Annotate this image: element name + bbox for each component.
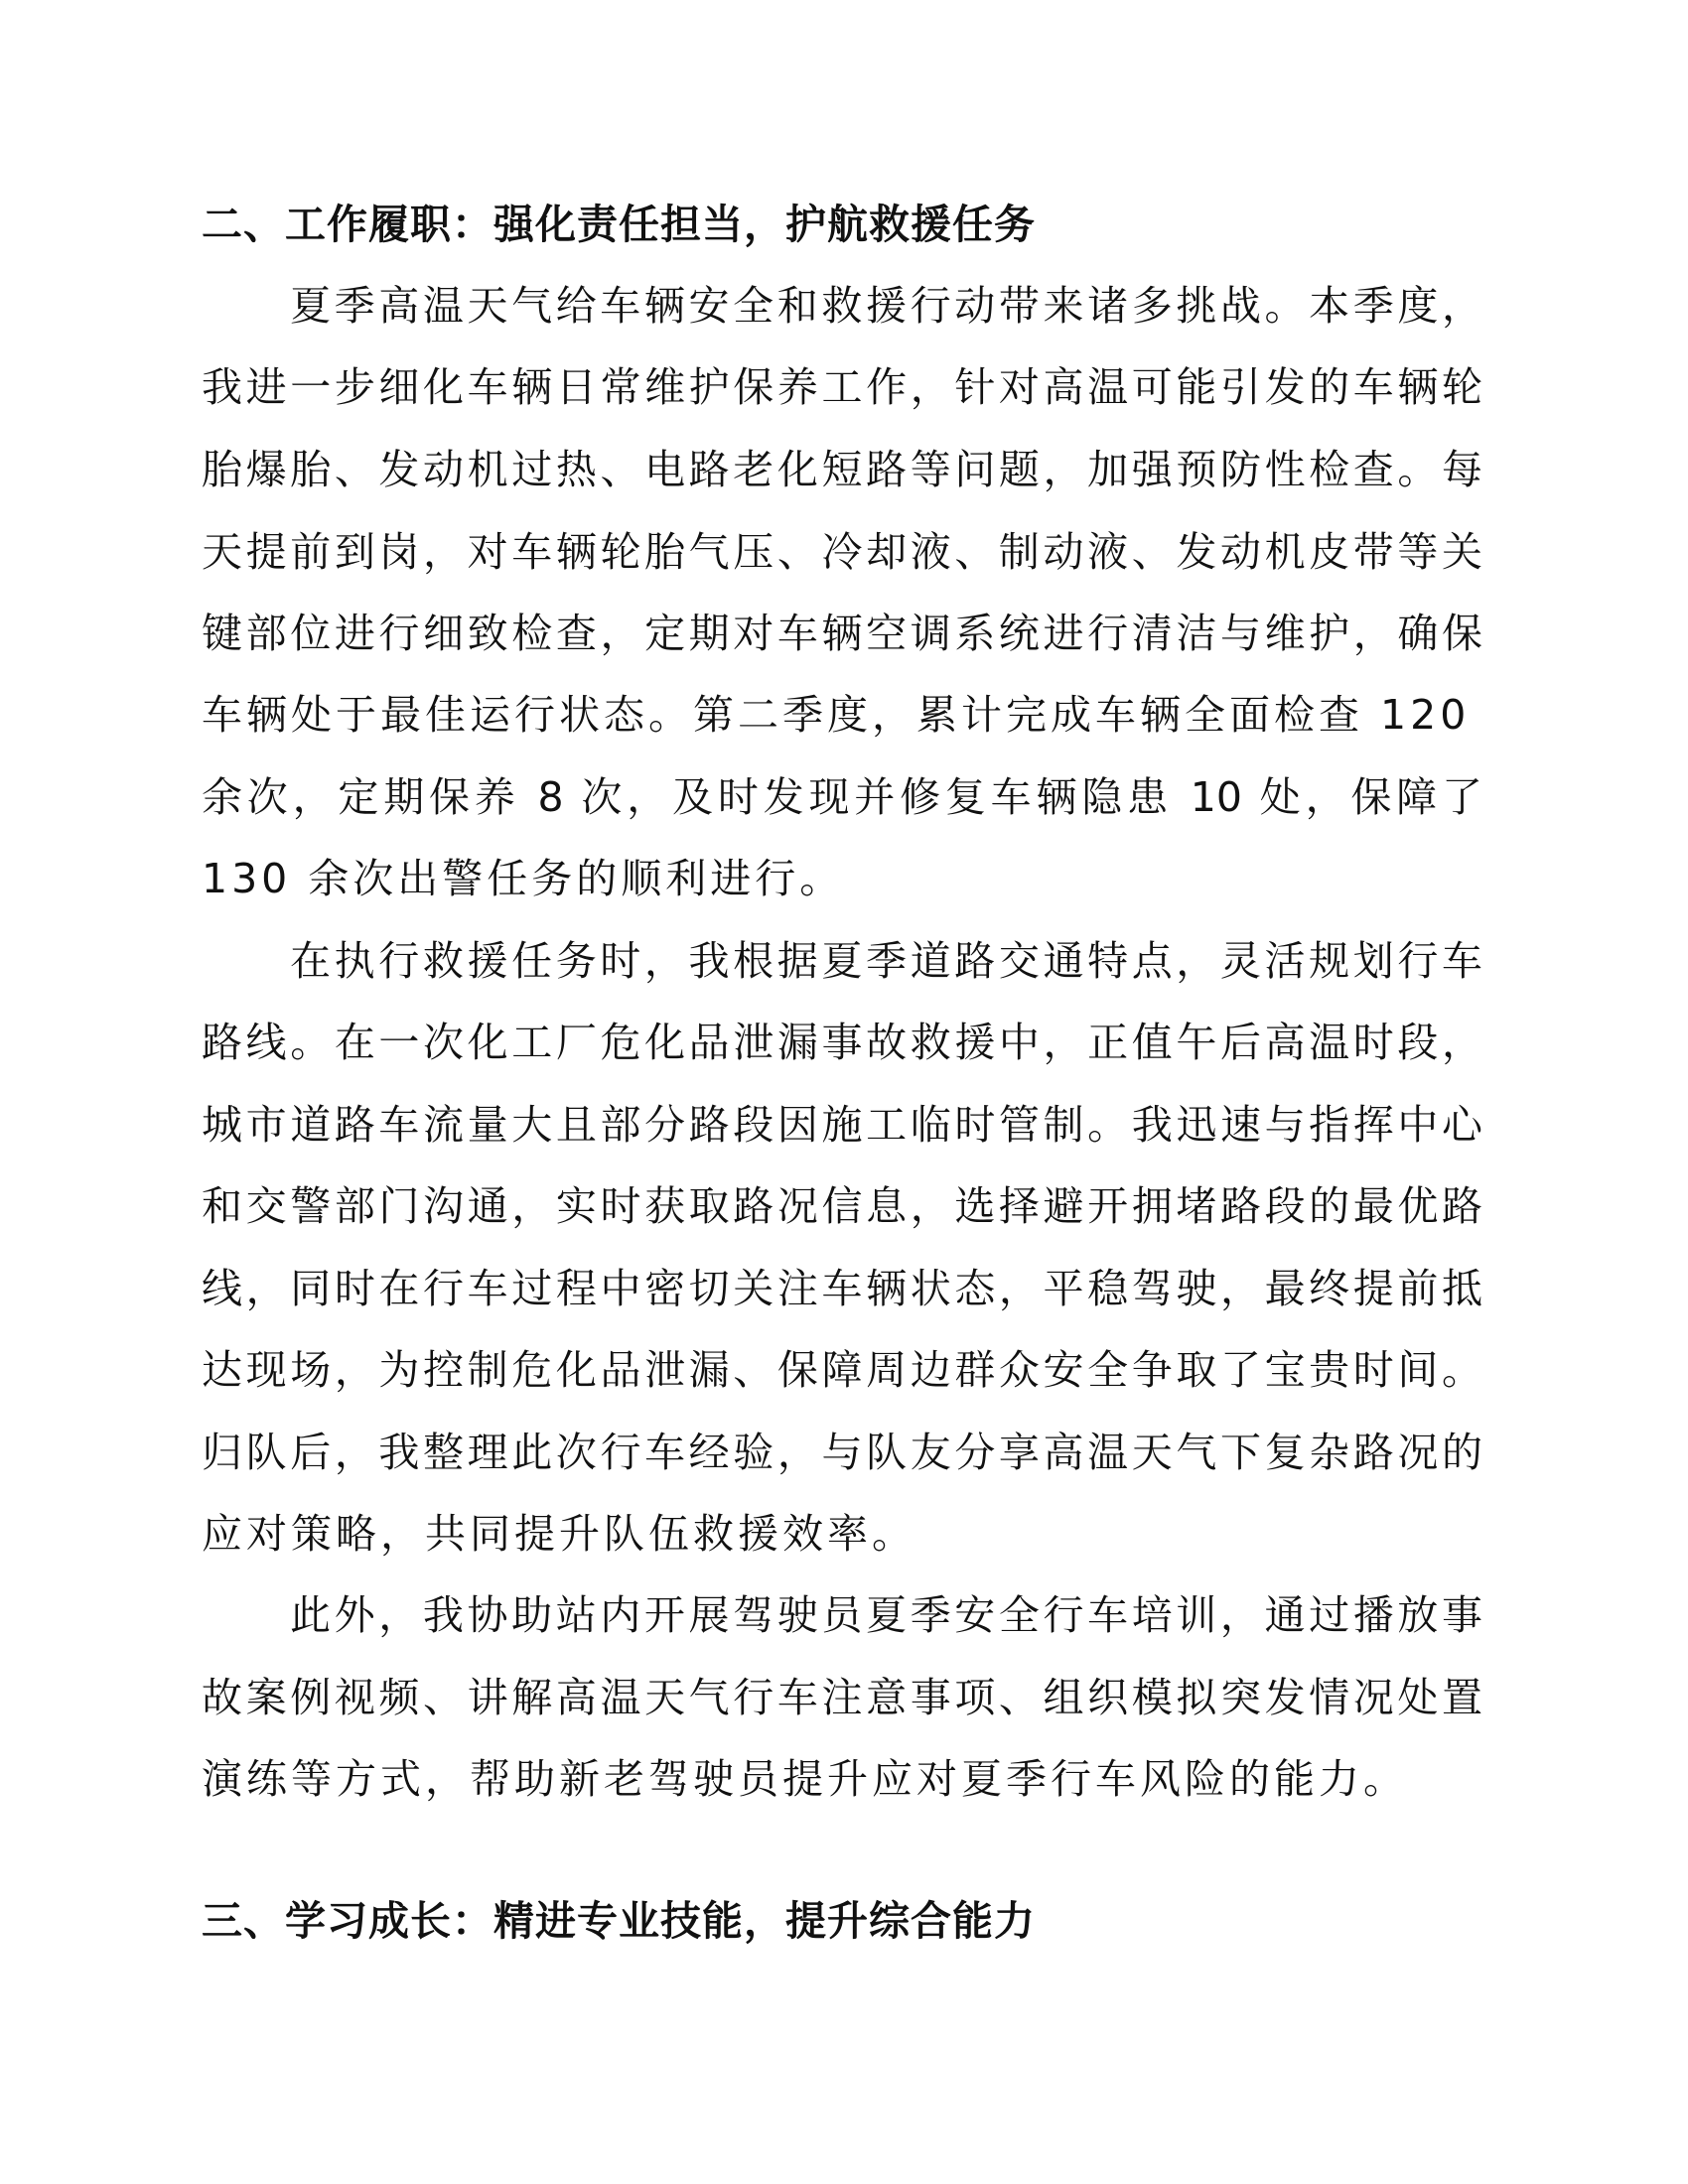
paragraph-line: 余次，定期保养 8 次，及时发现并修复车辆隐患 10 处，保障了 [202,773,1482,821]
paragraph-line: 天提前到岗，对车辆轮胎气压、冷却液、制动液、发动机皮带等关 [202,528,1482,576]
paragraph-line: 130 余次出警任务的顺利进行。 [202,855,845,902]
paragraph-line: 达现场，为控制危化品泄漏、保障周边群众安全争取了宝贵时间。 [202,1346,1482,1394]
paragraph-line: 车辆处于最佳运行状态。第二季度，累计完成车辆全面检查 120 [202,691,1471,739]
paragraph-line: 我进一步细化车辆日常维护保养工作，针对高温可能引发的车辆轮 [202,363,1482,411]
section-heading-3: 三、学习成长：精进专业技能，提升综合能力 [202,1897,1036,1945]
paragraph-line: 应对策略，共同提升队伍救援效率。 [202,1510,916,1558]
paragraph-line: 城市道路车流量大且部分路段因施工临时管制。我迅速与指挥中心 [202,1101,1482,1149]
section-heading-2: 二、工作履职：强化责任担当，护航救援任务 [202,201,1036,248]
paragraph-line: 此外，我协助站内开展驾驶员夏季安全行车培训，通过播放事 [290,1591,1482,1639]
paragraph-line: 演练等方式，帮助新老驾驶员提升应对夏季行车风险的能力。 [202,1755,1408,1803]
paragraph-line: 故案例视频、讲解高温天气行车注意事项、组织模拟突发情况处置 [202,1674,1482,1721]
paragraph-line: 在执行救援任务时，我根据夏季道路交通特点，灵活规划行车 [290,937,1482,985]
paragraph-line: 胎爆胎、发动机过热、电路老化短路等问题，加强预防性检查。每 [202,446,1482,493]
paragraph-line: 键部位进行细致检查，定期对车辆空调系统进行清洁与维护，确保 [202,610,1482,657]
paragraph-line: 线，同时在行车过程中密切关注车辆状态，平稳驾驶，最终提前抵 [202,1265,1482,1312]
paragraph-line: 和交警部门沟通，实时获取路况信息，选择避开拥堵路段的最优路 [202,1182,1482,1230]
paragraph-line: 路线。在一次化工厂危化品泄漏事故救援中，正值午后高温时段， [202,1019,1482,1066]
paragraph-line: 夏季高温天气给车辆安全和救援行动带来诸多挑战。本季度， [290,282,1482,330]
paragraph-line: 归队后，我整理此次行车经验，与队友分享高温天气下复杂路况的 [202,1429,1482,1476]
